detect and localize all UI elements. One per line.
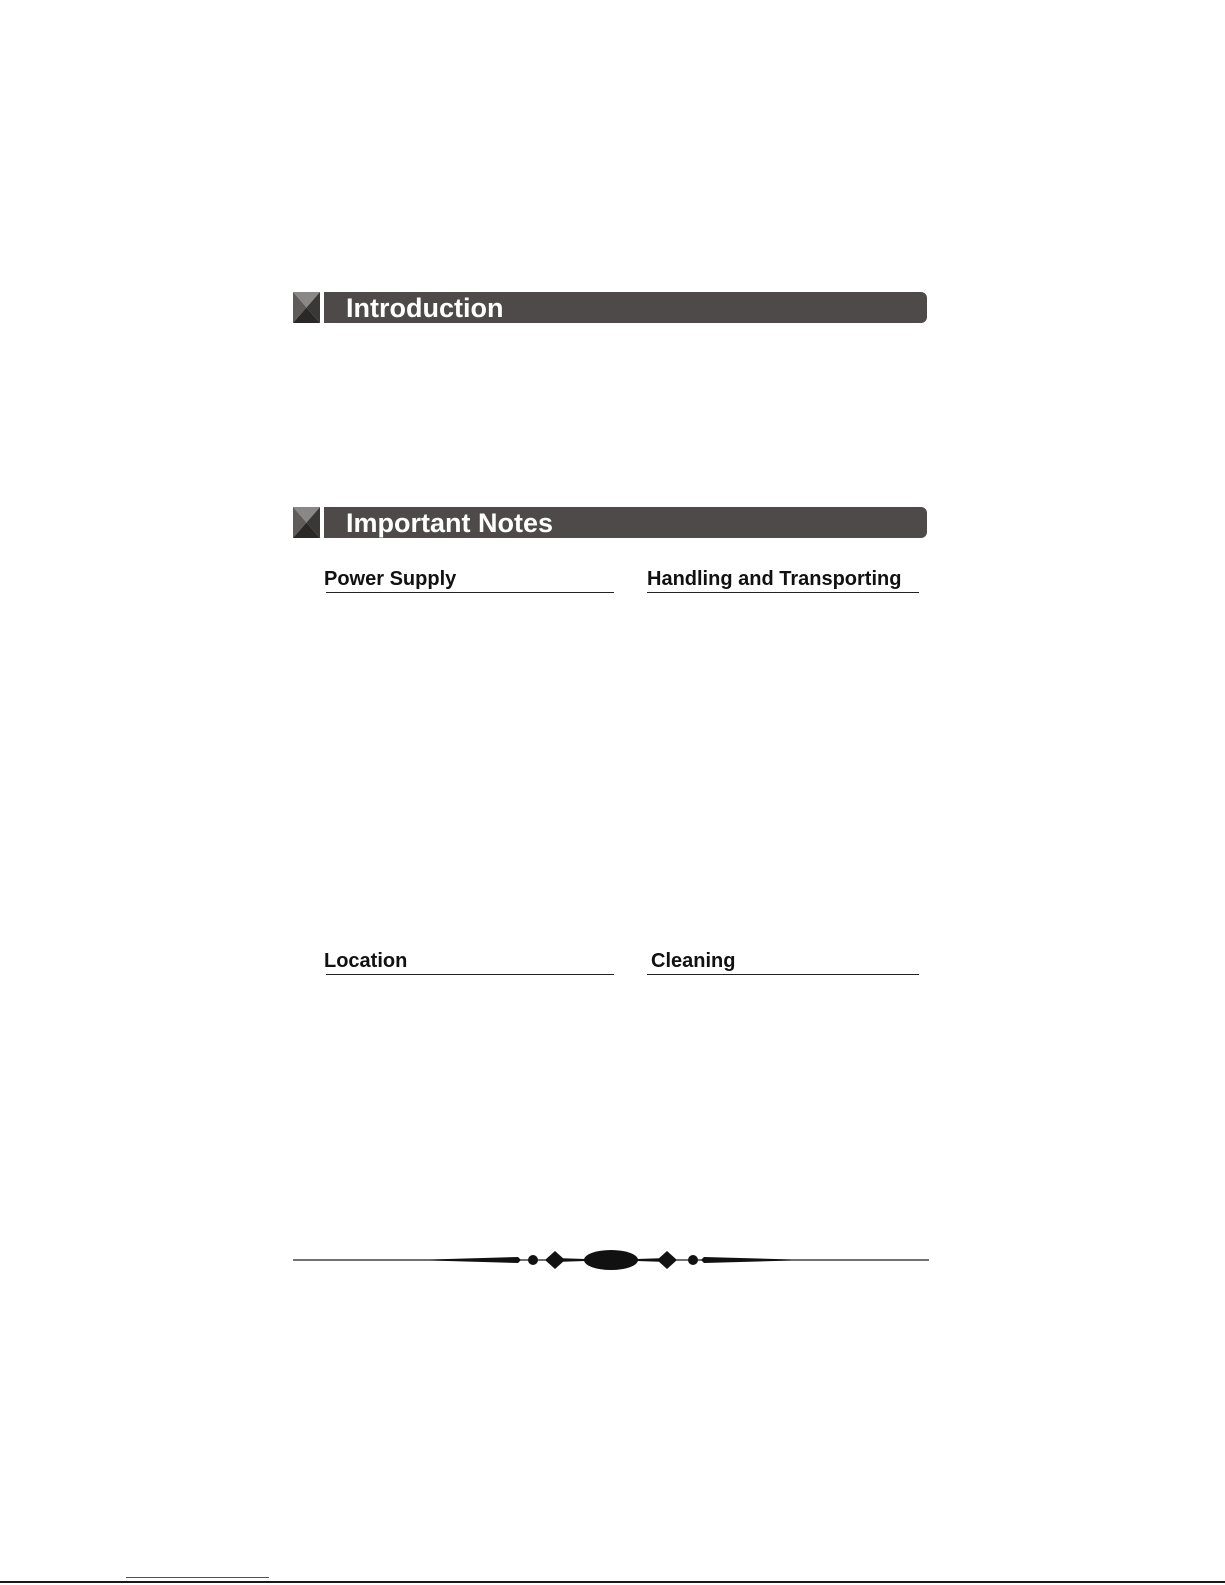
subheading-location: Location	[324, 950, 408, 972]
section-header-important-notes	[293, 507, 927, 538]
pyramid-icon	[293, 292, 320, 323]
subheading-underline	[647, 592, 919, 593]
subheading-power-supply: Power Supply	[324, 568, 457, 590]
section-title: Important Notes	[346, 508, 554, 538]
section-bar-body	[324, 292, 927, 323]
footer-link-underline	[126, 1577, 269, 1578]
section-header-introduction	[293, 292, 927, 323]
subheading-cleaning: Cleaning	[651, 950, 736, 972]
subheading-underline	[326, 974, 614, 975]
subheading-handling-transporting: Handling and Transporting	[647, 568, 902, 590]
footer-rule	[0, 1581, 1225, 1583]
ornament-divider-icon	[293, 1247, 929, 1273]
subheading-underline	[326, 592, 614, 593]
section-bar-body	[324, 507, 927, 538]
section-title: Introduction	[346, 293, 504, 323]
subheading-underline	[647, 974, 919, 975]
pyramid-icon	[293, 507, 320, 538]
